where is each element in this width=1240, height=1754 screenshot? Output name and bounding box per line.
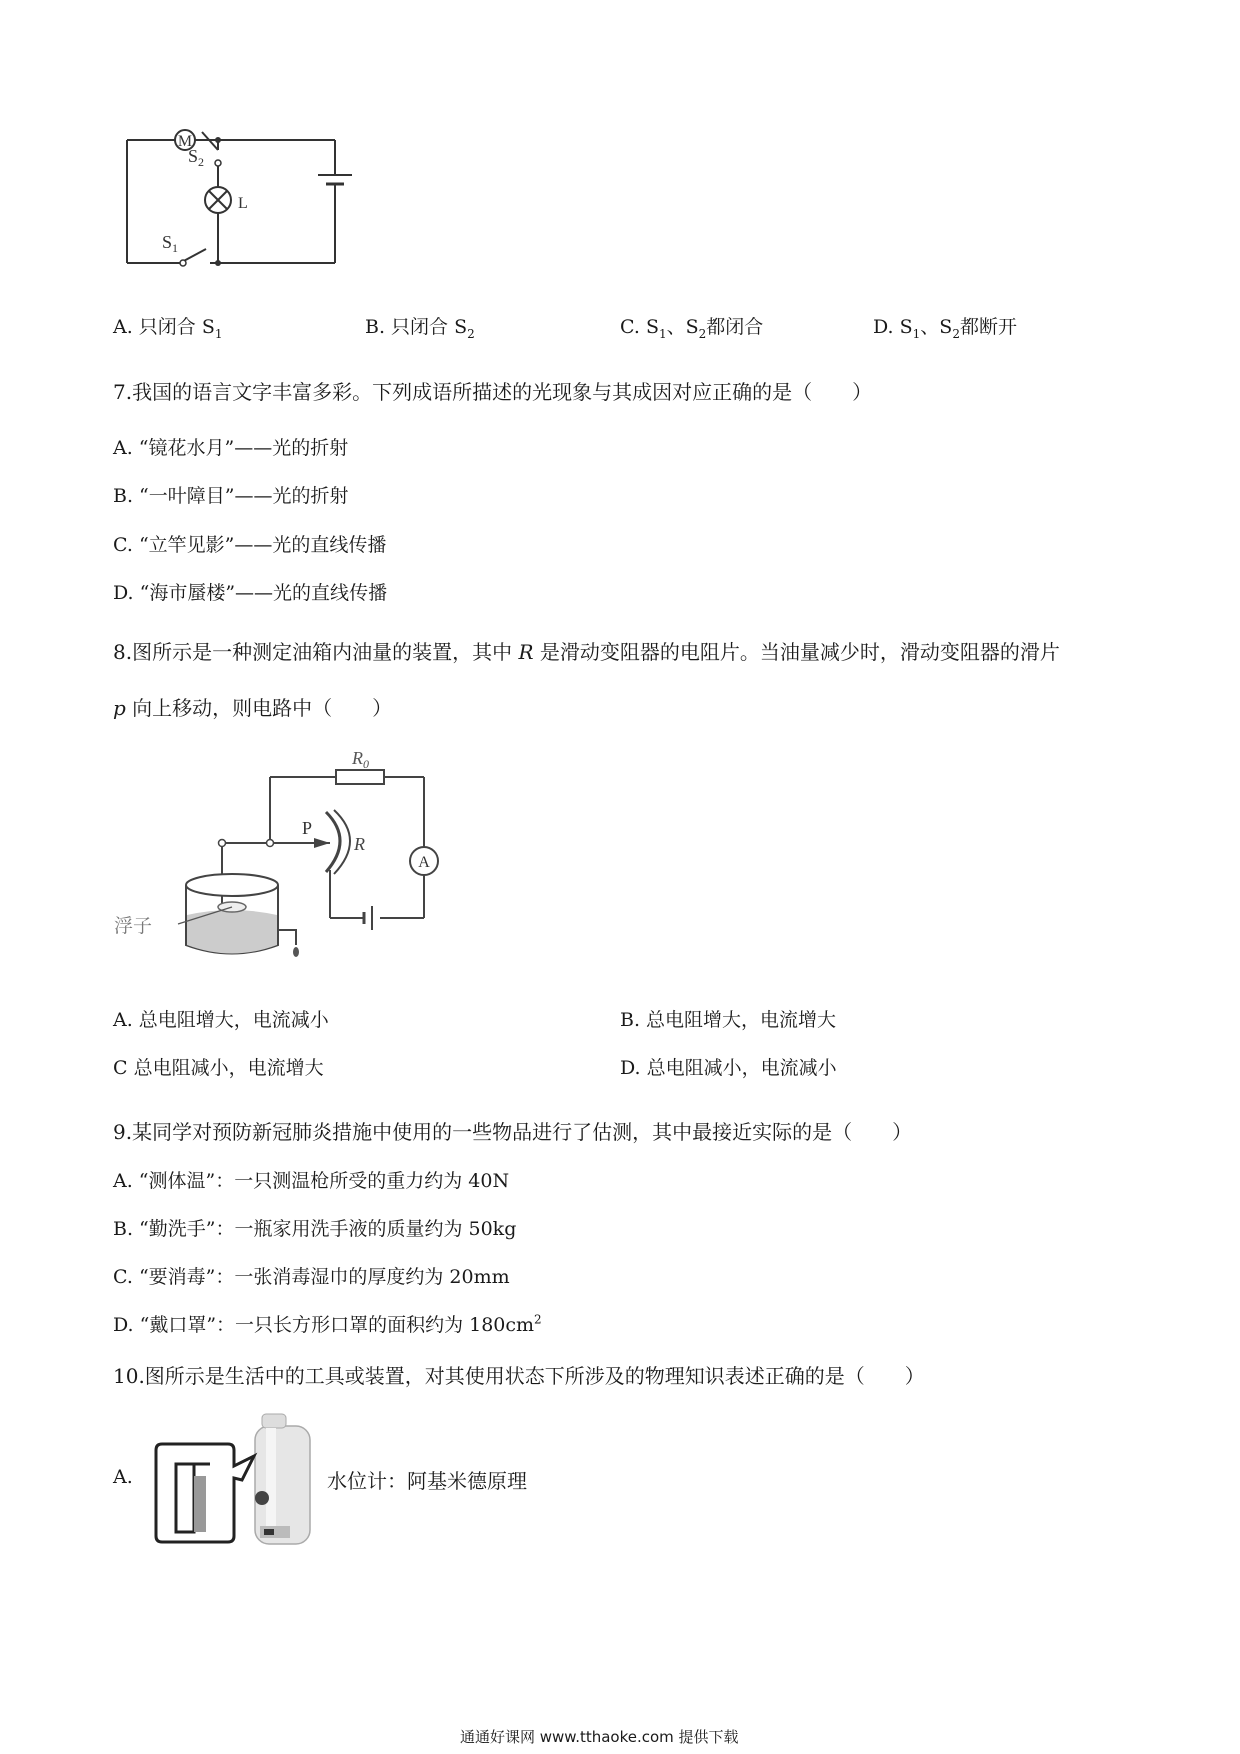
q10-stem: 10.图所示是生活中的工具或装置，对其使用状态下所涉及的物理知识表述正确的是（ ） — [113, 1364, 925, 1388]
s1-label: $S_1$ — [162, 232, 179, 255]
q8-option-c: C 总电阻减小，电流增大 — [113, 1057, 324, 1079]
footer-source: 通通好课网 www.tthaoke.com 提供下载 — [460, 1728, 739, 1746]
q7-option-b: B. “一叶障目”——光的折射 — [113, 485, 349, 507]
q9-option-a: A. “测体温”：一只测温枪所受的重力约为 40N — [113, 1170, 510, 1192]
resistor-r-label: R — [354, 834, 365, 854]
q9-option-b: B. “勤洗手”：一瓶家用洗手液的质量约为 50kg — [113, 1218, 517, 1240]
oil-gauge-figure — [114, 740, 450, 970]
q6-option-c: C. $S_1$、$S_2$都闭合 — [620, 316, 764, 341]
q8-option-b: B. 总电阻增大，电流增大 — [620, 1009, 837, 1031]
ammeter-label: A — [418, 854, 430, 871]
slider-p-label: P — [302, 818, 313, 838]
s2-label: $S_2$ — [188, 146, 205, 169]
q7-option-d: D. “海市蜃楼”——光的直线传播 — [113, 582, 388, 604]
q8-stem-line1: 8.图所示是一种测定油箱内油量的装置，其中 R 是滑动变阻器的电阻片。当油量减少时，滑动变阻器的滑片 — [113, 640, 1060, 664]
q9-stem: 9.某同学对预防新冠肺炎措施中使用的一些物品进行了估测，其中最接近实际的是（ ） — [113, 1120, 913, 1144]
q8-option-d: D. 总电阻减小，电流减小 — [620, 1057, 837, 1079]
float-label: 浮子 — [114, 916, 153, 937]
q10-option-a-text: 水位计：阿基米德原理 — [327, 1469, 527, 1493]
q6-option-d: D. $S_1$、$S_2$都断开 — [873, 316, 1017, 341]
water-heater-gauge-image — [150, 1408, 320, 1548]
q8-option-a: A. 总电阻增大，电流减小 — [113, 1009, 329, 1031]
q6-option-a: A. 只闭合 $S_1$ — [113, 316, 223, 341]
q6-option-b: B. 只闭合 $S_2$ — [365, 316, 475, 341]
q9-option-c: C. “要消毒”：一张消毒湿巾的厚度约为 20mm — [113, 1266, 510, 1288]
q7-option-a: A. “镜花水月”——光的折射 — [113, 437, 349, 459]
q10-option-a-label: A. — [113, 1466, 133, 1488]
circuit-diagram-1 — [110, 120, 350, 270]
lamp-label: L — [238, 195, 248, 212]
motor-label: M — [177, 133, 193, 150]
q9-option-d: D. “戴口罩”：一只长方形口罩的面积约为 $180cm^2$ — [113, 1312, 542, 1336]
q7-option-c: C. “立竿见影”——光的直线传播 — [113, 534, 387, 556]
r0-label: $R_0$ — [352, 748, 369, 771]
q7-stem: 7.我国的语言文字丰富多彩。下列成语所描述的光现象与其成因对应正确的是（ ） — [113, 380, 873, 404]
q8-stem-line2: p 向上移动，则电路中（ ） — [113, 696, 393, 720]
